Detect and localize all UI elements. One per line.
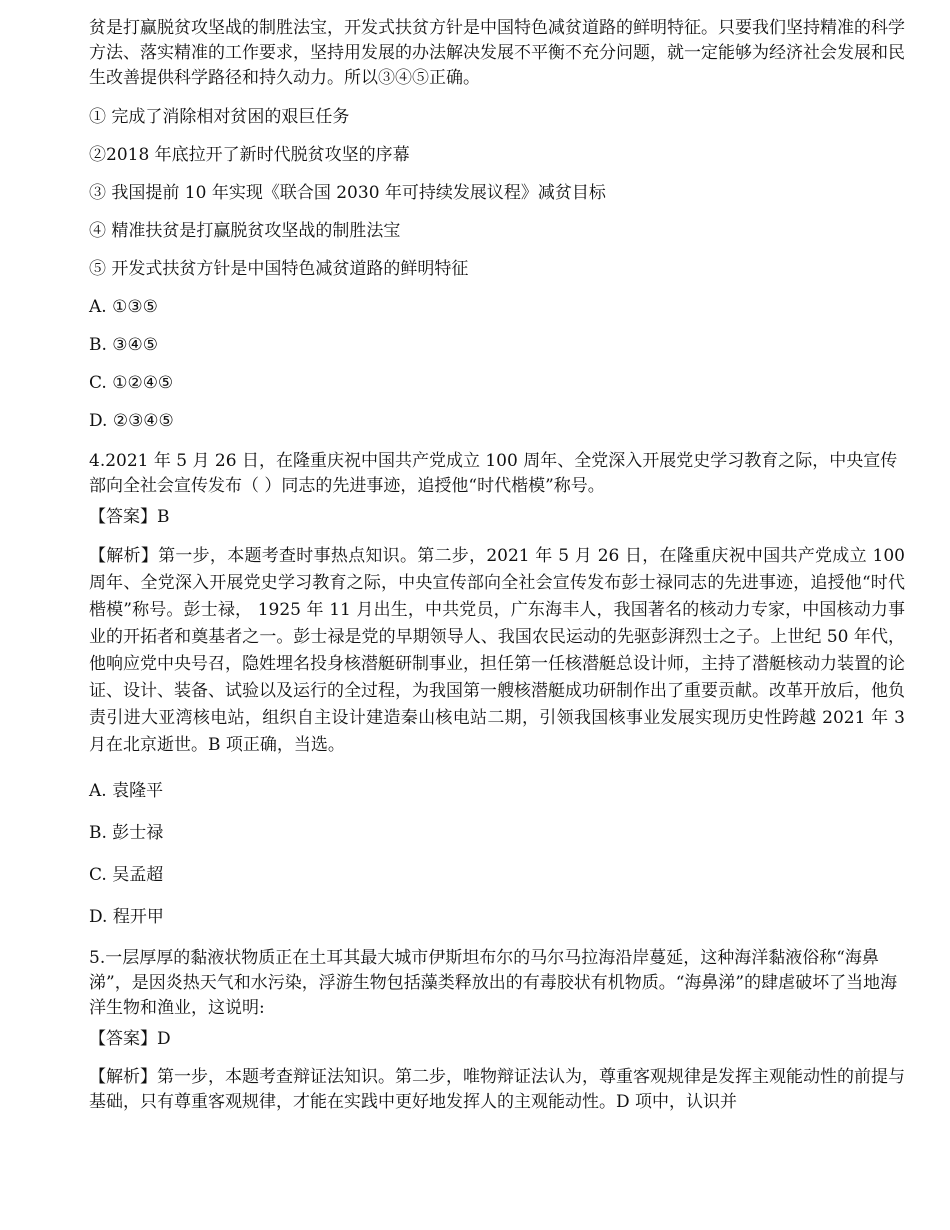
q3-statements [89, 105, 905, 282]
q5-answer: 【答案】D [89, 1029, 171, 1049]
q4-answer: 【答案】B [89, 507, 170, 527]
q4-option-d: D. 程开甲 [89, 907, 164, 927]
q5-question: 5.一层厚厚的黏液状物质正在土耳其最大城市伊斯坦布尔的马尔马拉海沿岸蔓延，这种海洋黏液俗称“海鼻涕”，是因炎热天气和水污染，浮游生物包括藻类释放出的有毒胶状有机物质。“海鼻涕”的肆虐破坏了当地海洋生物和渔业，这说明: [89, 948, 898, 1018]
q3-statement-4: ④ 精准扶贫是打赢脱贫攻坚战的制胜法宝 [89, 221, 401, 241]
q3-statement-5: ⑤ 开发式扶贫方针是中国特色减贫道路的鲜明特征 [89, 259, 469, 279]
q4-option-c: C. 吴孟超 [89, 865, 164, 885]
q3-option-d: D. ②③④⑤ [89, 411, 174, 431]
q3-statement-1: ① 完成了消除相对贫困的艰巨任务 [89, 107, 350, 127]
q4-question: 4.2021 年 5 月 26 日，在隆重庆祝中国共产党成立 100 周年、全党深入开展党史学习教育之际，中央宣传部向全社会宣传发布（ ）同志的先进事迹，追授他“时代楷模”称号。 [89, 451, 898, 496]
q3-option-b: B. ③④⑤ [89, 335, 159, 355]
q3-statement-2: ②2018 年底拉开了新时代脱贫攻坚的序幕 [89, 145, 410, 165]
q3-option-a: A. ①③⑤ [89, 297, 158, 317]
q3-options [89, 295, 905, 434]
q3-analysis-tail: 贫是打赢脱贫攻坚战的制胜法宝，开发式扶贫方针是中国特色减贫道路的鲜明特征。只要我们坚持精准的科学方法、落实精准的工作要求，坚持用发展的办法解决发展不平衡不充分问题，就一定能够为经济社会发展和民生改善提供科学路径和持久动力。所以③④⑤正确。 [89, 18, 905, 88]
q3-statement-3: ③ 我国提前 10 年实现《联合国 2030 年可持续发展议程》减贫目标 [89, 183, 606, 203]
q4-analysis: 【解析】第一步，本题考查时事热点知识。第二步，2021 年 5 月 26 日，在隆重庆祝中国共产党成立 100 周年、全党深入开展党史学习教育之际，中央宣传部向全社会宣传发布彭士禄同志的先进事迹，追授他“时代楷模”称号。彭士禄， 1925 年 11 月出生，中共党员，广东海丰人，我国著名的核动力专家，中国核动力事业的开拓者和奠基者之一。彭士禄是党的早期领导人、我国农民运动的先驱彭湃烈士之子。上世纪 50 年代，他响应党中央号召，隐姓埋名投身核潜艇研制事业，担任第一任核潜艇总设计师，主持了潜艇核动力装置的论证、设计、装备、试验以及运行的全过程，为我国第一艘核潜艇成功研制作出了重要贡献。改革开放后，他负责引进大亚湾核电站，组织自主设计建造秦山核电站二期，引领我国核事业发展实现历史性跨越 2021 年 3 月在北京逝世。B 项正确，当选。 [89, 546, 905, 755]
q4-option-a: A. 袁隆平 [89, 781, 164, 801]
document-page [89, 12, 905, 1115]
q5-analysis: 【解析】第一步，本题考查辩证法知识。第二步，唯物辩证法认为，尊重客观规律是发挥主观能动性的前提与基础，只有尊重客观规律，才能在实践中更好地发挥人的主观能动性。D 项中，认识并 [89, 1067, 905, 1112]
q4-option-b: B. 彭士禄 [89, 823, 164, 843]
q4-options [89, 779, 905, 930]
q3-option-c: C. ①②④⑤ [89, 373, 174, 393]
